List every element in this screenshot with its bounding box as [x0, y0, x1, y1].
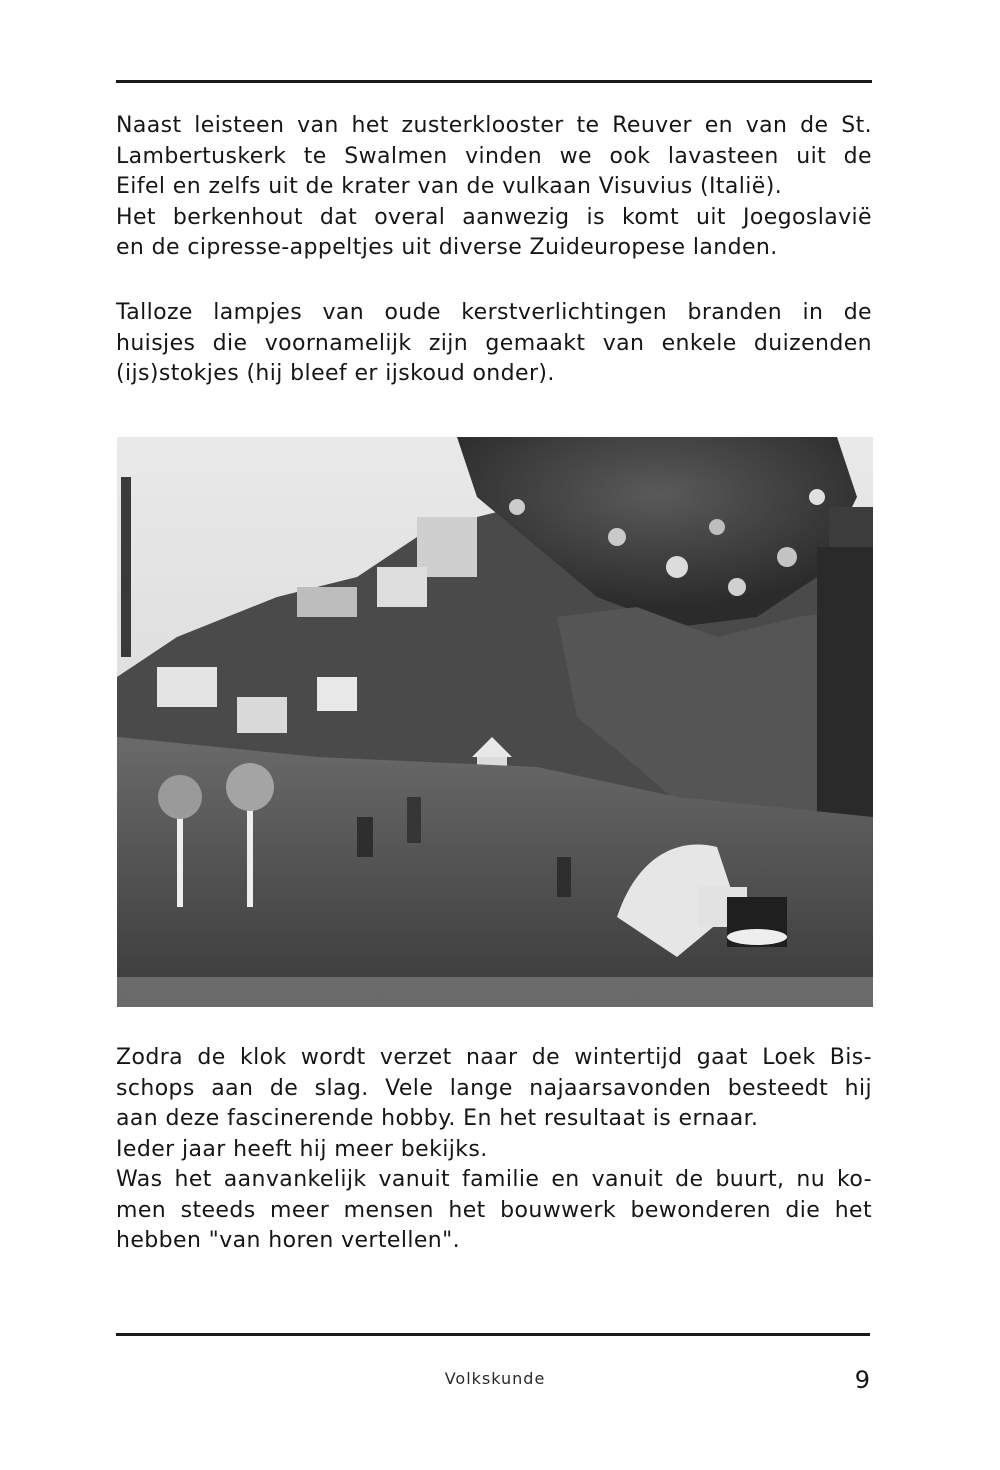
paragraph-lamps	[116, 298, 872, 390]
text-line: Was het aanvankelijk vanuit familie en vanuit de buurt, nu ko-	[116, 1167, 872, 1192]
page-number: 9	[854, 1366, 870, 1394]
text-line: Ieder jaar heeft hij meer bekijks.	[116, 1136, 488, 1162]
text-line: aan deze fascinerende hobby. En het resultaat is ernaar.	[116, 1106, 759, 1131]
text-line: Talloze lampjes van oude kerstverlichtingen branden in de	[116, 300, 872, 325]
text-line: hebben "van horen vertellen".	[116, 1228, 461, 1253]
text-line: Naast leisteen van het zusterklooster te Reuver en van de St.	[116, 113, 872, 138]
footer-label: Volkskunde	[444, 1369, 546, 1388]
paragraph-hobby	[116, 1043, 872, 1257]
text-line: schops aan de slag. Vele lange najaarsavonden besteedt hij	[116, 1075, 872, 1101]
text-line: Lambertuskerk te Swalmen vinden we ook lavasteen uit de	[116, 143, 872, 169]
text-line: en de cipresse-appeltjes uit diverse Zuideuropese landen.	[116, 235, 778, 260]
text-line: (ijs)stokjes (hij bleef er ijskoud onder).	[116, 361, 555, 386]
text-line: huisjes die voornamelijk zijn gemaakt van enkele duizenden	[116, 330, 872, 356]
text-line: Eifel en zelfs uit de krater van de vulkaan Visuvius (Italië).	[116, 174, 783, 199]
text-line: Het berkenhout dat overal aanwezig is komt uit Joegoslavië	[116, 204, 872, 230]
top-rule	[116, 80, 872, 83]
text-line: men steeds meer mensen het bouwwerk bewonderen die het	[116, 1197, 872, 1223]
nativity-scene-photo	[117, 437, 873, 1007]
bottom-rule	[116, 1333, 870, 1336]
text-line: Zodra de klok wordt verzet naar de wintertijd gaat Loek Bis-	[116, 1045, 872, 1070]
paragraph-stones-and-wood	[116, 111, 872, 264]
